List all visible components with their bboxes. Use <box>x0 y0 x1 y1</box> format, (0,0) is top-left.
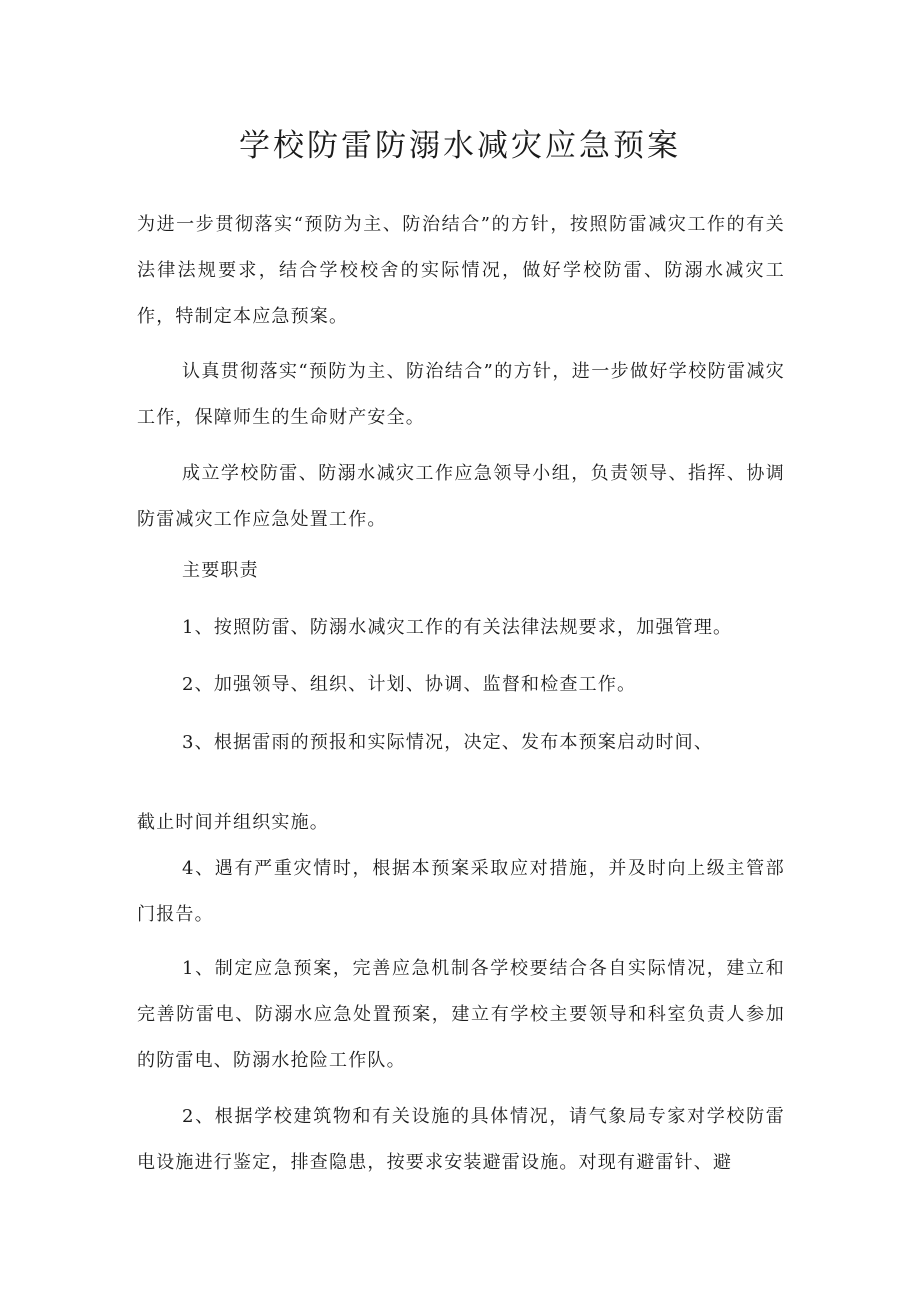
paragraph-measure-1: 1、制定应急预案，完善应急机制各学校要结合各自实际情况，建立和完善防雷电、防溺水应急处置预案，建立有学校主要领导和科室负责人参加的防雷电、防溺水抢险工作队。 <box>137 958 785 1071</box>
paragraph-purpose: 认真贯彻落实“预防为主、防治结合”的方针，进一步做好学校防雷减灾工作，保障师生的生命财产安全。 <box>137 361 785 428</box>
document-title: 学校防雷防溺水减灾应急预案 <box>239 128 681 164</box>
paragraph-duty-4: 4、遇有严重灾情时，根据本预案采取应对措施，并及时向上级主管部门报告。 <box>137 858 785 925</box>
paragraph-heading-duties: 主要职责 <box>182 560 259 581</box>
paragraph-duty-1: 1、按照防雷、防溺水减灾工作的有关法律法规要求，加强管理。 <box>182 617 733 638</box>
paragraph-duty-3-continued: 截止时间并组织实施。 <box>137 812 329 833</box>
paragraph-duty-3: 3、根据雷雨的预报和实际情况，决定、发布本预案启动时间、 <box>182 732 714 753</box>
paragraph-intro: 为进一步贯彻落实“预防为主、防治结合”的方针，按照防雷减灾工作的有关法律法规要求，结合学校校舍的实际情况，做好学校防雷、防溺水减灾工作，特制定本应急预案。 <box>137 214 785 327</box>
paragraph-organization: 成立学校防雷、防溺水减灾工作应急领导小组，负责领导、指挥、协调防雷减灾工作应急处置工作。 <box>137 463 785 530</box>
paragraph-duty-2: 2、加强领导、组织、计划、协调、监督和检查工作。 <box>182 674 637 695</box>
paragraph-measure-2: 2、根据学校建筑物和有关设施的具体情况，请气象局专家对学校防雷电设施进行鉴定，排查隐患，按要求安装避雷设施。对现有避雷针、避 <box>137 1106 785 1173</box>
